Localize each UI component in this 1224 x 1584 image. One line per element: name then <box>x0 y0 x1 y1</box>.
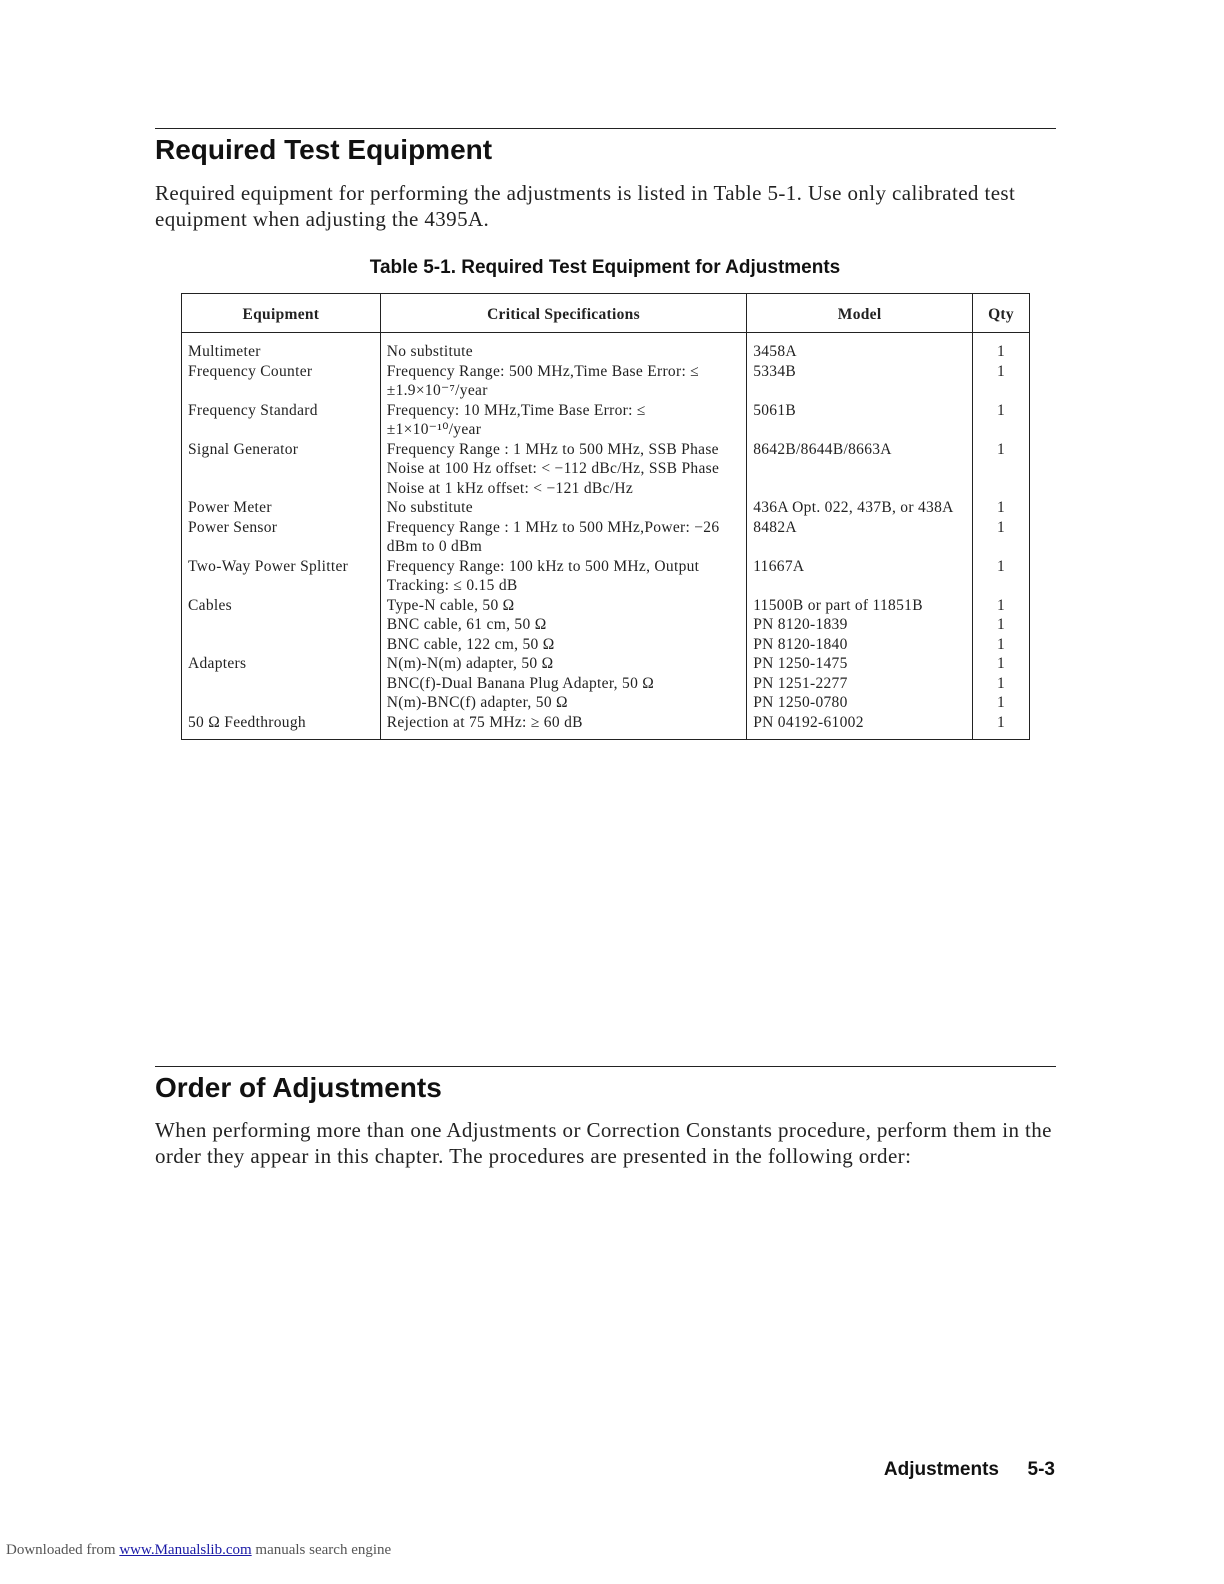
footer-page-number: 5-3 <box>1027 1459 1055 1480</box>
cell-equipment: Signal Generator <box>182 440 381 499</box>
cell-qty: 1 <box>973 518 1030 557</box>
cell-model: 8642B/8644B/8663A <box>747 440 973 499</box>
table-row <box>182 401 1030 440</box>
table-row <box>182 693 1030 713</box>
cell-model: PN 8120-1839 <box>747 615 973 635</box>
cell-equipment <box>182 693 381 713</box>
section-title-required-test-equipment: Required Test Equipment <box>155 134 493 165</box>
cell-equipment <box>182 635 381 655</box>
cell-specification: BNC cable, 122 cm, 50 Ω <box>380 635 746 655</box>
cell-model: PN 1250-0780 <box>747 693 973 713</box>
header-critical-specifications: Critical Specifications <box>380 294 746 333</box>
cell-specification: BNC(f)-Dual Banana Plug Adapter, 50 Ω <box>380 674 746 694</box>
cell-specification: Rejection at 75 MHz: ≥ 60 dB <box>380 713 746 740</box>
cell-equipment: Multimeter <box>182 333 381 362</box>
table-row <box>182 557 1030 596</box>
cell-model: 11500B or part of 11851B <box>747 596 973 616</box>
cell-specification: No substitute <box>380 333 746 362</box>
cell-model: 5061B <box>747 401 973 440</box>
table-caption: Table 5-1. Required Test Equipment for Adjustments <box>369 257 841 278</box>
cell-model: 8482A <box>747 518 973 557</box>
cell-specification: Frequency Range: 500 MHz,Time Base Error: ≤ ±1.9×10⁻⁷/year <box>380 362 746 401</box>
table-row <box>182 674 1030 694</box>
cell-qty: 1 <box>973 693 1030 713</box>
table-row <box>182 362 1030 401</box>
section-rule-order <box>155 1066 1056 1067</box>
cell-qty: 1 <box>973 713 1030 740</box>
table-row <box>182 596 1030 616</box>
download-prefix: Downloaded from <box>6 1542 116 1558</box>
cell-equipment: Two-Way Power Splitter <box>182 557 381 596</box>
header-model: Model <box>747 294 973 333</box>
manualslib-link[interactable]: www.Manualslib.com <box>119 1542 252 1558</box>
cell-qty: 1 <box>973 557 1030 596</box>
cell-equipment: Frequency Counter <box>182 362 381 401</box>
cell-qty: 1 <box>973 362 1030 401</box>
equipment-table <box>181 293 1030 740</box>
cell-qty: 1 <box>973 596 1030 616</box>
cell-specification: BNC cable, 61 cm, 50 Ω <box>380 615 746 635</box>
table-row <box>182 333 1030 362</box>
table-body <box>182 333 1030 740</box>
cell-qty: 1 <box>973 615 1030 635</box>
cell-model: PN 1250-1475 <box>747 654 973 674</box>
table-row <box>182 615 1030 635</box>
cell-specification: Frequency Range : 1 MHz to 500 MHz,Power: −26 dBm to 0 dBm <box>380 518 746 557</box>
cell-specification: Frequency Range : 1 MHz to 500 MHz, SSB Phase Noise at 100 Hz offset: < −112 dBc/Hz, SSB Phase Noise at 1 kHz offset: < −121 dBc/Hz <box>380 440 746 499</box>
header-equipment: Equipment <box>182 294 381 333</box>
header-qty: Qty <box>973 294 1030 333</box>
cell-qty: 1 <box>973 498 1030 518</box>
cell-equipment <box>182 674 381 694</box>
cell-specification: Frequency: 10 MHz,Time Base Error: ≤ ±1×10⁻¹⁰/year <box>380 401 746 440</box>
cell-specification: No substitute <box>380 498 746 518</box>
table-header-row <box>182 294 1030 333</box>
cell-qty: 1 <box>973 401 1030 440</box>
section-title-order-of-adjustments: Order of Adjustments <box>155 1072 442 1103</box>
footer-chapter: Adjustments <box>883 1459 999 1480</box>
table-row <box>182 713 1030 740</box>
cell-specification: Type-N cable, 50 Ω <box>380 596 746 616</box>
table-row <box>182 440 1030 499</box>
table-row <box>182 498 1030 518</box>
cell-model: PN 1251-2277 <box>747 674 973 694</box>
download-notice <box>6 1542 391 1559</box>
cell-equipment: Power Meter <box>182 498 381 518</box>
cell-qty: 1 <box>973 635 1030 655</box>
cell-equipment: Adapters <box>182 654 381 674</box>
table-row <box>182 635 1030 655</box>
table-row <box>182 654 1030 674</box>
table-row <box>182 518 1030 557</box>
order-paragraph: When performing more than one Adjustments or Correction Constants procedure, perform them in the order they appear in this chapter. The procedures are presented in the following order: <box>155 1118 1052 1168</box>
cell-equipment: 50 Ω Feedthrough <box>182 713 381 740</box>
cell-equipment: Power Sensor <box>182 518 381 557</box>
cell-qty: 1 <box>973 440 1030 499</box>
cell-qty: 1 <box>973 674 1030 694</box>
cell-specification: N(m)-N(m) adapter, 50 Ω <box>380 654 746 674</box>
download-suffix: manuals search engine <box>255 1542 392 1558</box>
cell-qty: 1 <box>973 333 1030 362</box>
cell-model: PN 04192-61002 <box>747 713 973 740</box>
cell-model: 5334B <box>747 362 973 401</box>
cell-equipment: Frequency Standard <box>182 401 381 440</box>
cell-equipment: Cables <box>182 596 381 616</box>
intro-paragraph: Required equipment for performing the adjustments is listed in Table 5-1. Use only calibrated test equipment when adjusting the 4395A. <box>155 181 1016 231</box>
cell-model: 436A Opt. 022, 437B, or 438A <box>747 498 973 518</box>
cell-specification: Frequency Range: 100 kHz to 500 MHz, Output Tracking: ≤ 0.15 dB <box>380 557 746 596</box>
cell-qty: 1 <box>973 654 1030 674</box>
cell-model: 3458A <box>747 333 973 362</box>
cell-model: 11667A <box>747 557 973 596</box>
cell-equipment <box>182 615 381 635</box>
cell-specification: N(m)-BNC(f) adapter, 50 Ω <box>380 693 746 713</box>
page-footer <box>884 1459 1055 1481</box>
cell-model: PN 8120-1840 <box>747 635 973 655</box>
section-rule-top <box>155 128 1056 129</box>
